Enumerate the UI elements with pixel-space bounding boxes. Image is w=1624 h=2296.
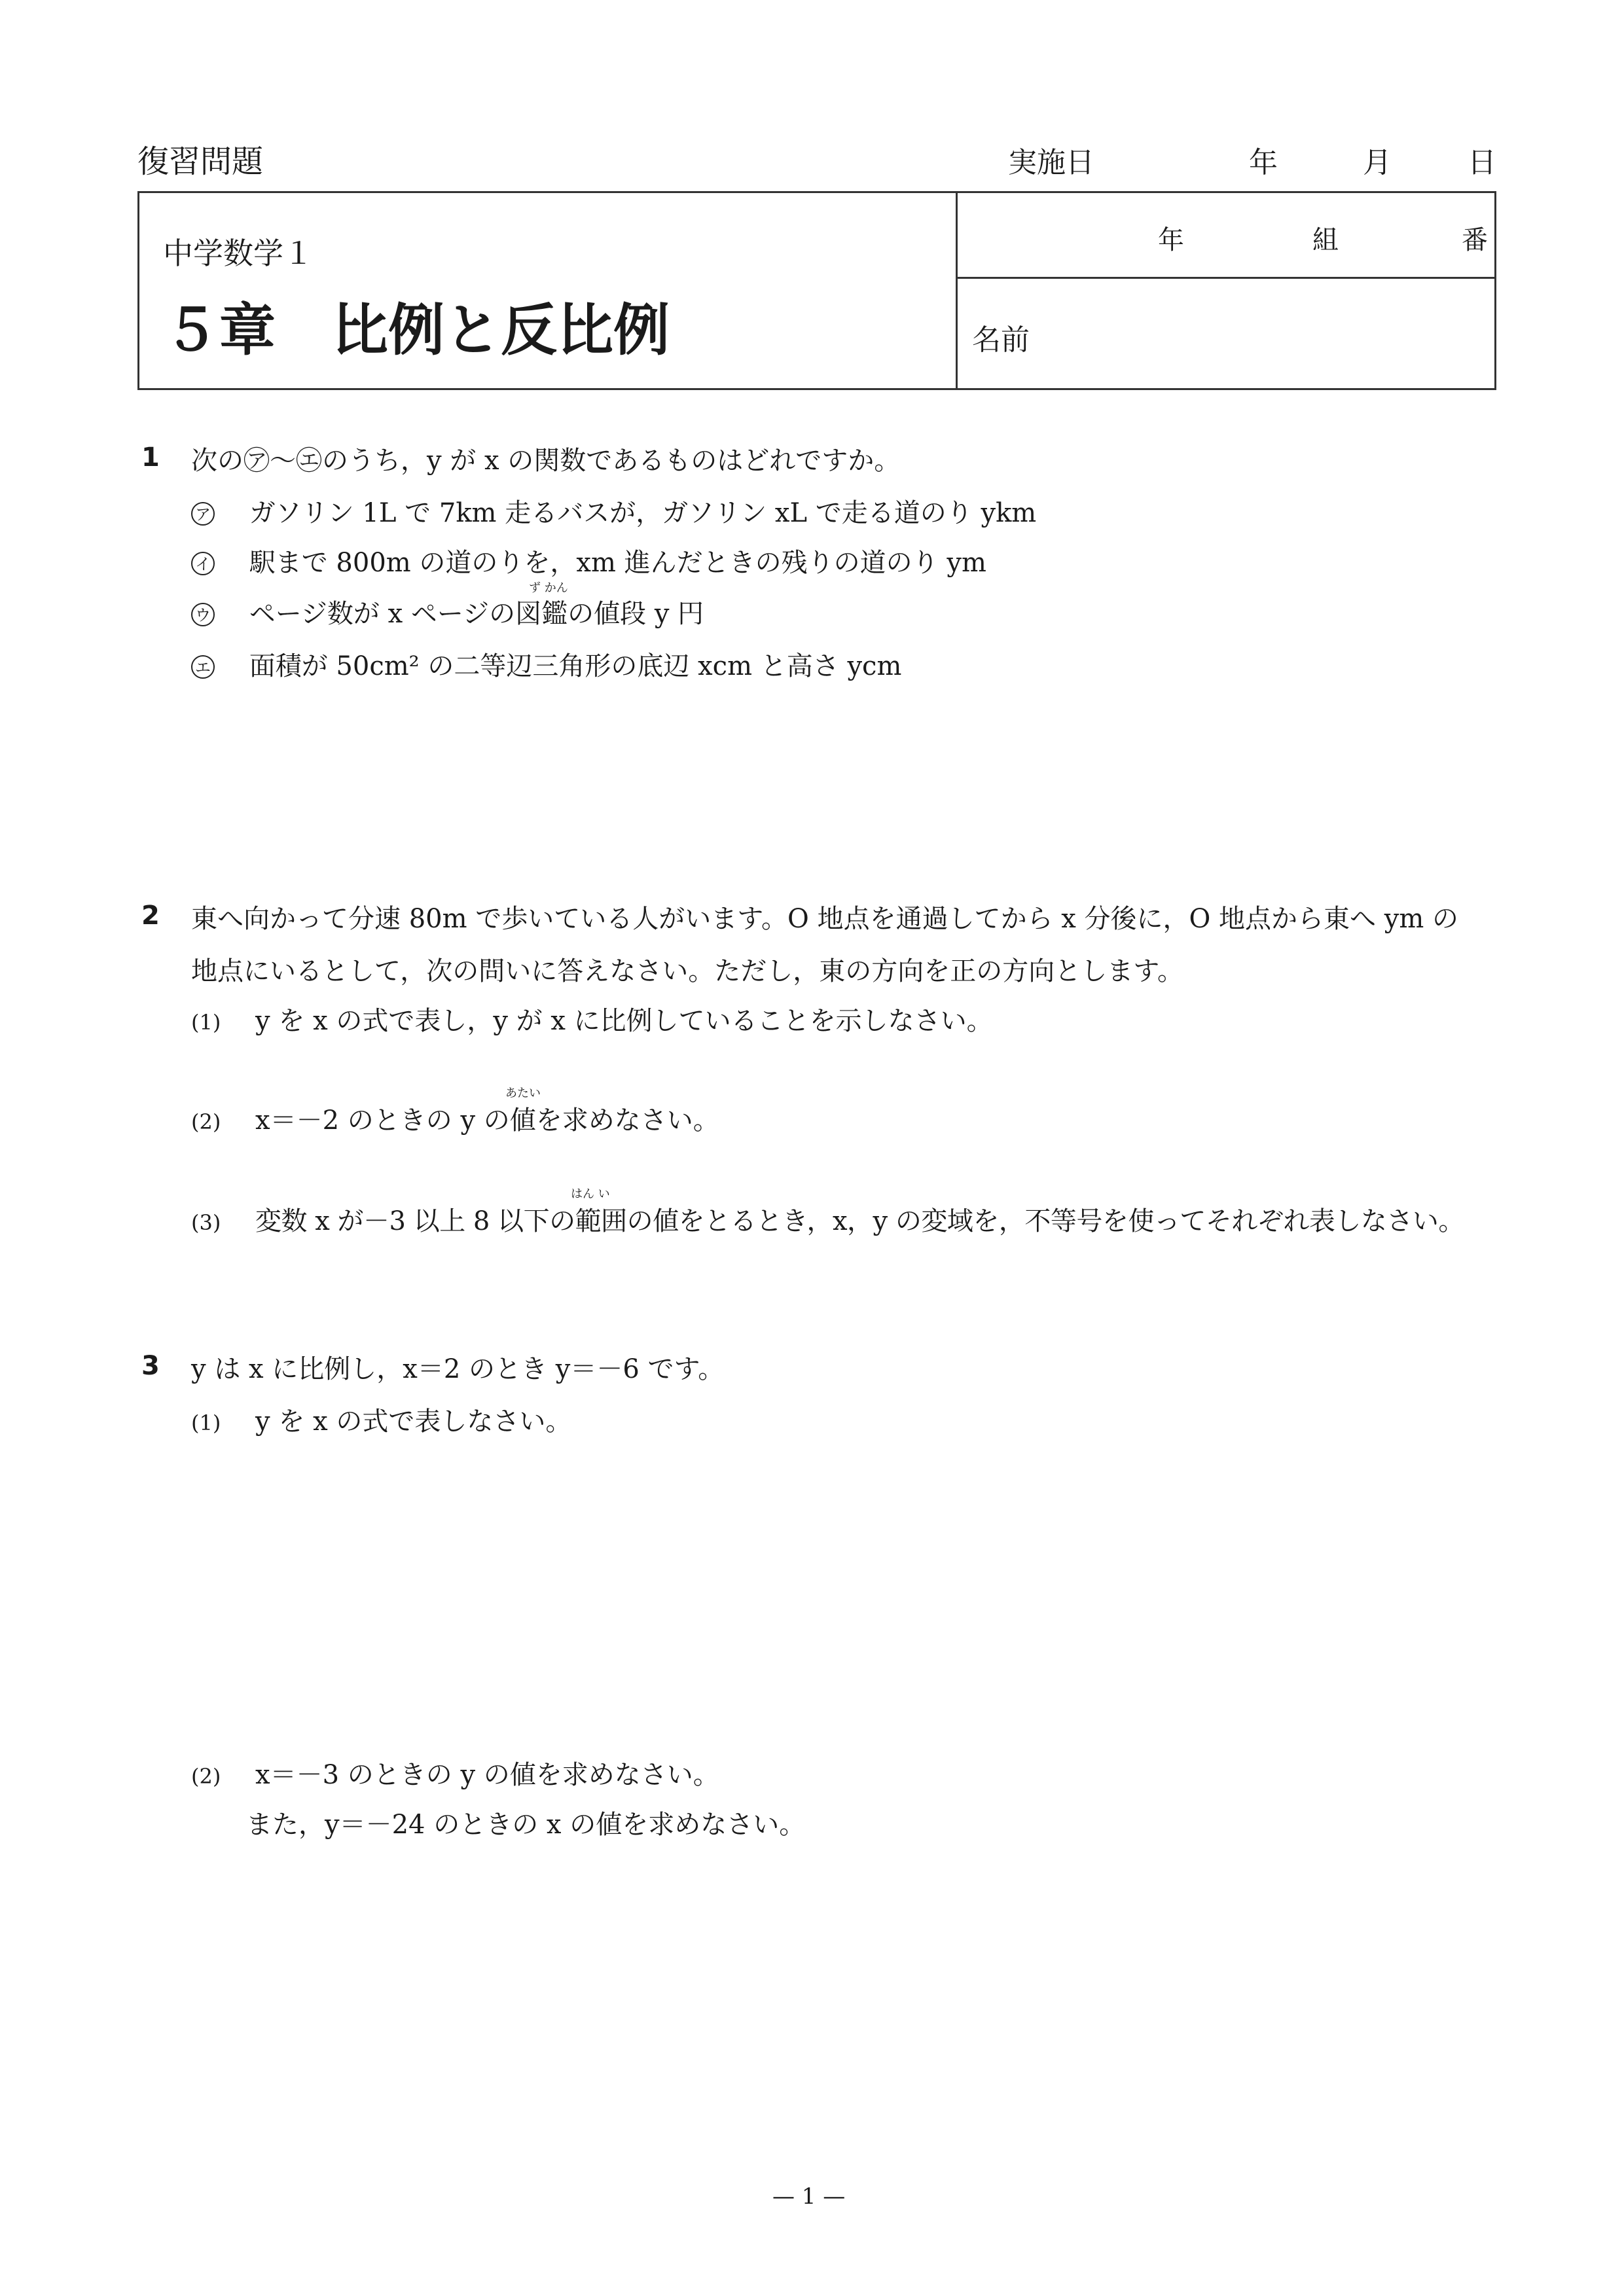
q2-part-3-text: 変数 x が－3 以上 8 以下の範囲の値をとるとき，x，y の変域を，不等号を使ってそれぞれ表しなさい。 [255,1206,1464,1236]
date-day-label: 日 [1468,146,1496,179]
question-3-number: 3 [141,1351,160,1381]
question-1-text: 次の㋐～㋓のうち，y が x の関数であるものはどれですか。 [191,446,901,476]
q3-part-2-label: (2) [191,1764,221,1789]
q1-option-c [191,593,704,630]
q2-part-2-ruby: あたい [505,1086,541,1100]
q3-part-1 [191,1401,571,1438]
q2-part-1-label: (1) [191,1010,221,1035]
q2-part-2-text: x＝－2 のときの y の値を求めなさい。 [255,1105,719,1136]
q2-part-3-label: (3) [191,1210,221,1235]
q2-part-1-text: y を x の式で表し，y が x に比例していることを示しなさい。 [255,1006,993,1036]
option-c-marker: ウ [191,603,215,626]
q3-part-1-text: y を x の式で表しなさい。 [255,1407,572,1437]
q1-option-a [191,492,1036,529]
q2-part-2-label: (2) [191,1109,221,1134]
q2-part-2 [191,1100,719,1137]
option-b-text: 駅まで 800m の道のりを，xm 進んだときの残りの道のり ym [249,548,986,578]
question-2-number: 2 [141,901,160,931]
chapter-title: ５章 比例と反比例 [163,298,670,363]
question-2-text-line1: 東へ向かって分速 80m で歩いている人がいます。O 地点を通過してから x 分後に，O 地点から東へ ym の [191,904,1459,934]
q2-part-3-ruby: はん い [571,1187,610,1201]
option-a-marker: ア [191,502,215,526]
subject-label: 中学数学１ [163,236,314,271]
class-year-label: 年 [1158,225,1184,255]
option-c-text: ページ数が x ページの図鑑の値段 y 円 [249,599,704,629]
q2-part-1 [191,1000,993,1037]
title-box-divider-vertical [956,193,958,388]
class-number-label: 番 [1462,225,1488,255]
date-month-label: 月 [1363,146,1392,179]
title-box [137,191,1496,390]
option-d-text: 面積が 50cm² の二等辺三角形の底辺 xcm と高さ ycm [249,651,902,681]
class-group-label: 組 [1312,225,1339,255]
name-label: 名前 [972,323,1030,357]
q3-part-2-text: x＝－3 のときの y の値を求めなさい。 [255,1760,719,1790]
option-a-text: ガソリン 1L で 7km 走るバスが，ガソリン xL で走る道のり ykm [249,498,1037,528]
question-2-text-line2: 地点にいるとして，次の問いに答えなさい。ただし，東の方向を正の方向とします。 [191,956,1183,986]
date-label: 実施日 [1008,146,1094,179]
date-year-label: 年 [1249,146,1278,179]
option-b-marker: イ [191,552,215,575]
q1-option-d [191,645,901,683]
option-c-ruby: ず かん [529,581,568,595]
q3-part-2 [191,1754,719,1791]
q3-part-2-text-line2: また，y＝－24 のときの x の値を求めなさい。 [246,1810,806,1840]
q3-part-1-label: (1) [191,1410,221,1435]
title-box-divider-horizontal [958,277,1494,279]
q1-option-b [191,542,986,579]
document-type: 復習問題 [137,143,264,180]
option-d-marker: エ [191,655,215,679]
page-number: — 1 — [772,2183,846,2210]
question-1-number: 1 [141,442,160,473]
question-3-text: y は x に比例し，x＝2 のとき y＝－6 です。 [191,1354,725,1384]
q2-part-3 [191,1200,1464,1238]
